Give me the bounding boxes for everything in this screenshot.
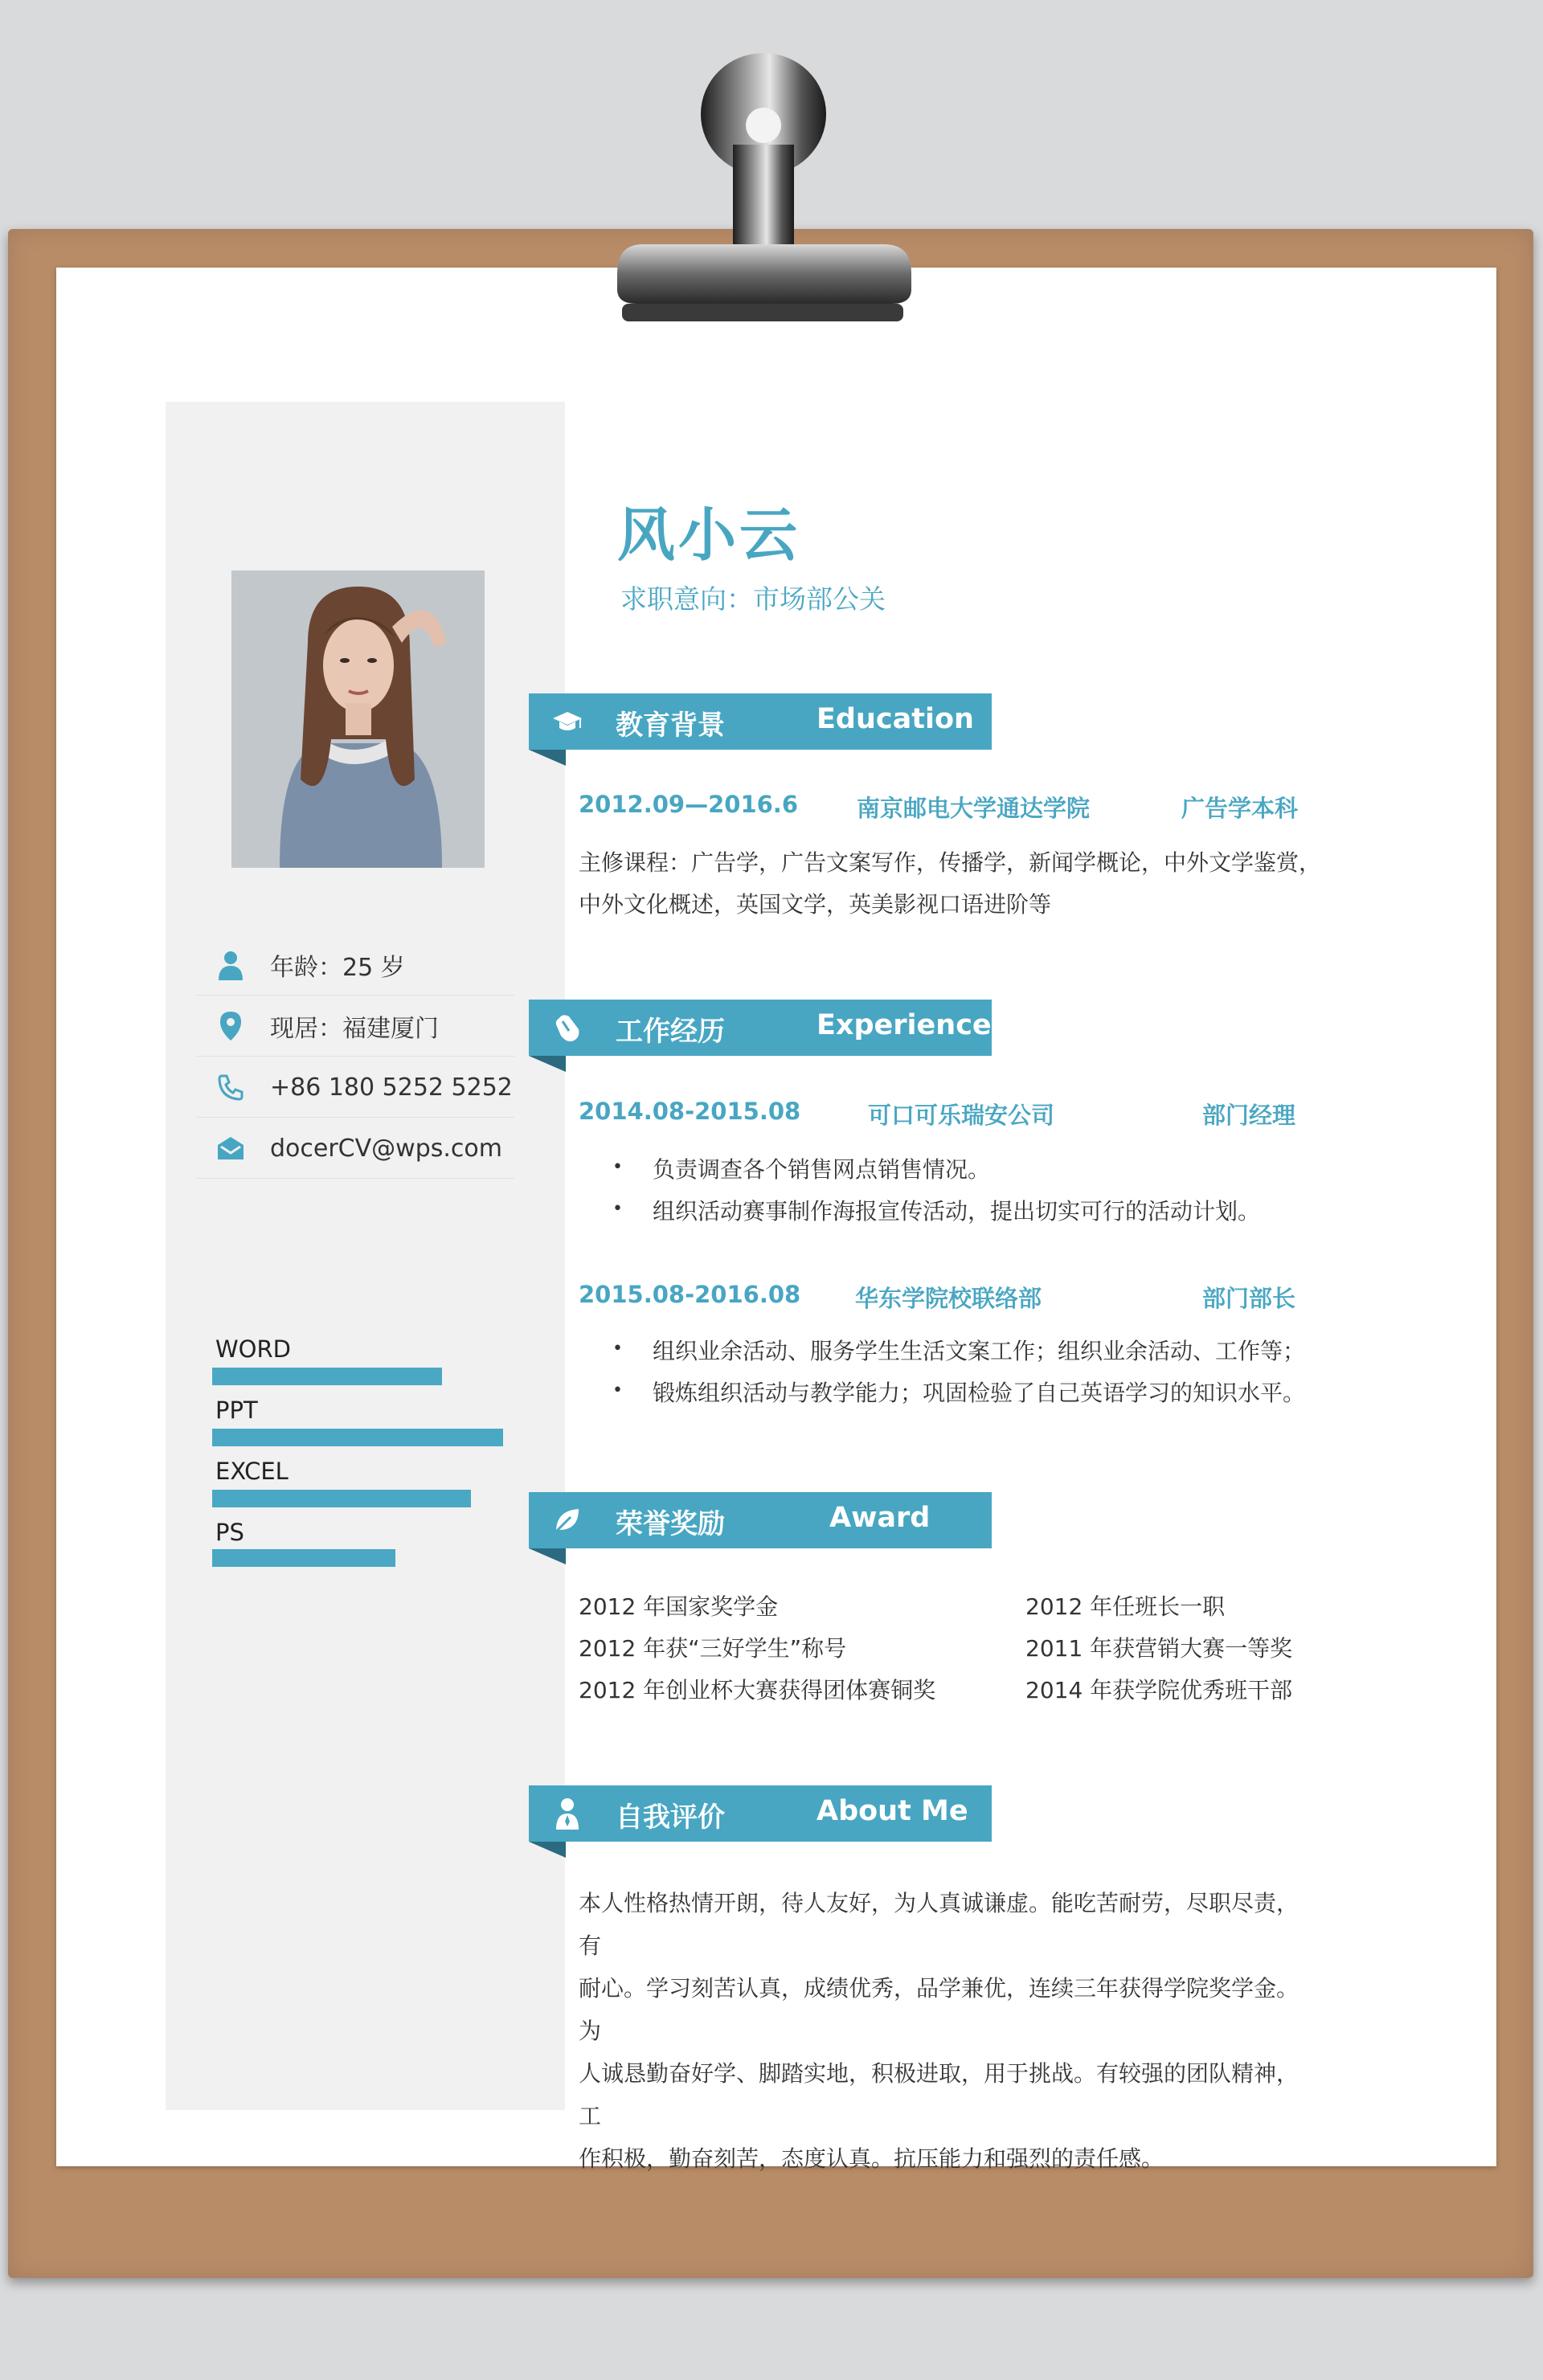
graduation-cap-icon [551, 705, 583, 738]
skill-label-excel: EXCEL [215, 1458, 289, 1485]
self-evaluation-line: 耐心。学习刻苦认真，成绩优秀，品学兼优，连续三年获得学院奖学金。为 [579, 1975, 1299, 2044]
edu-school: 南京邮电大学通达学院 [857, 795, 1091, 822]
section-title-cn: 荣誉奖励 [616, 1508, 725, 1540]
section-header-about [529, 1785, 992, 1842]
skill-bar-excel [212, 1490, 471, 1507]
profile-photo [231, 570, 485, 868]
job-bullet: 负责调查各个销售网点销售情况。 [653, 1156, 991, 1183]
skill-bar-ps [212, 1549, 395, 1567]
section-header-education [529, 693, 992, 750]
job-period: 2014.08-2015.08 [579, 1098, 801, 1125]
skill-label-word: WORD [215, 1335, 291, 1363]
bullet-dot: • [612, 1199, 623, 1219]
job-bullet: 组织活动赛事制作海报宣传活动，提出切实可行的活动计划。 [653, 1198, 1261, 1225]
section-title-en: Education [817, 703, 974, 735]
leaf-icon [551, 1504, 583, 1536]
job-bullet: 锻炼组织活动与教学能力；巩固检验了自己英语学习的知识水平。 [653, 1380, 1306, 1406]
edu-courses-line: 主修课程：广告学，广告文案写作，传播学，新闻学概论，中外文学鉴赏， [579, 849, 1322, 876]
edu-period: 2012.09—2016.6 [579, 791, 798, 818]
binder-clip-icon [579, 48, 948, 354]
award-item: 2011 年获营销大赛一等奖 [1025, 1635, 1293, 1662]
section-title-en: About Me [817, 1795, 968, 1827]
self-evaluation [579, 1882, 1318, 2180]
award-item: 2012 年国家奖学金 [579, 1593, 779, 1620]
person-icon [214, 948, 248, 982]
job-intent: 求职意向：市场部公关 [620, 583, 886, 615]
skill-bar-ppt [212, 1429, 503, 1446]
contact-email-text[interactable]: docerCV@wps.com [270, 1134, 502, 1163]
self-evaluation-line: 本人性格热情开朗，待人友好，为人真诚谦虚。能吃苦耐劳，尽职尽责，有 [579, 1890, 1299, 1959]
job-period: 2015.08-2016.08 [579, 1281, 801, 1308]
section-title-en: Experience [817, 1009, 992, 1041]
contact-age-text: 年龄：25 岁 [270, 954, 405, 982]
section-title-cn: 教育背景 [616, 710, 725, 742]
edu-degree: 广告学本科 [1181, 795, 1299, 822]
section-title-cn: 工作经历 [616, 1016, 725, 1048]
section-title-cn: 自我评价 [616, 1801, 725, 1834]
location-pin-icon [214, 1009, 248, 1043]
contact-location-text: 现居：福建厦门 [270, 1015, 439, 1043]
skill-label-ppt: PPT [215, 1397, 258, 1424]
job-company: 可口可乐瑞安公司 [868, 1102, 1055, 1129]
candidate-name: 风小云 [617, 501, 801, 569]
award-item: 2012 年获“三好学生”称号 [579, 1635, 847, 1662]
phone-icon [214, 1070, 248, 1104]
mail-icon [214, 1131, 248, 1165]
bullet-dot: • [612, 1157, 623, 1177]
job-role: 部门经理 [1202, 1102, 1296, 1129]
section-header-experience [529, 1000, 992, 1056]
self-evaluation-line: 人诚恳勤奋好学、脚踏实地，积极进取，用于挑战。有较强的团队精神，工 [579, 2060, 1299, 2129]
contact-phone-text: +86 180 5252 5252 [270, 1073, 513, 1102]
skill-bar-word [212, 1368, 442, 1385]
section-title-en: Award [829, 1502, 931, 1534]
skill-label-ps: PS [215, 1519, 244, 1546]
self-evaluation-line: 作积极，勤奋刻苦，态度认真。抗压能力和强烈的责任感。 [579, 2145, 1164, 2172]
job-role: 部门部长 [1202, 1285, 1296, 1312]
edu-courses-line: 中外文化概述，英国文学，英美影视口语进阶等 [579, 891, 1052, 918]
user-icon [551, 1797, 583, 1830]
mouse-icon [551, 1012, 583, 1044]
job-bullet: 组织业余活动、服务学生生活文案工作；组织业余活动、工作等； [653, 1338, 1306, 1364]
job-company: 华东学院校联络部 [855, 1285, 1042, 1312]
bullet-dot: • [612, 1380, 623, 1401]
award-item: 2012 年任班长一职 [1025, 1593, 1226, 1620]
contact-location [196, 996, 514, 1057]
bullet-dot: • [612, 1339, 623, 1359]
contact-email[interactable] [196, 1118, 514, 1179]
award-item: 2012 年创业杯大赛获得团体赛铜奖 [579, 1677, 936, 1703]
section-header-award [529, 1492, 992, 1548]
contact-age [196, 935, 514, 996]
contact-phone [196, 1057, 514, 1118]
award-item: 2014 年获学院优秀班干部 [1025, 1677, 1293, 1703]
